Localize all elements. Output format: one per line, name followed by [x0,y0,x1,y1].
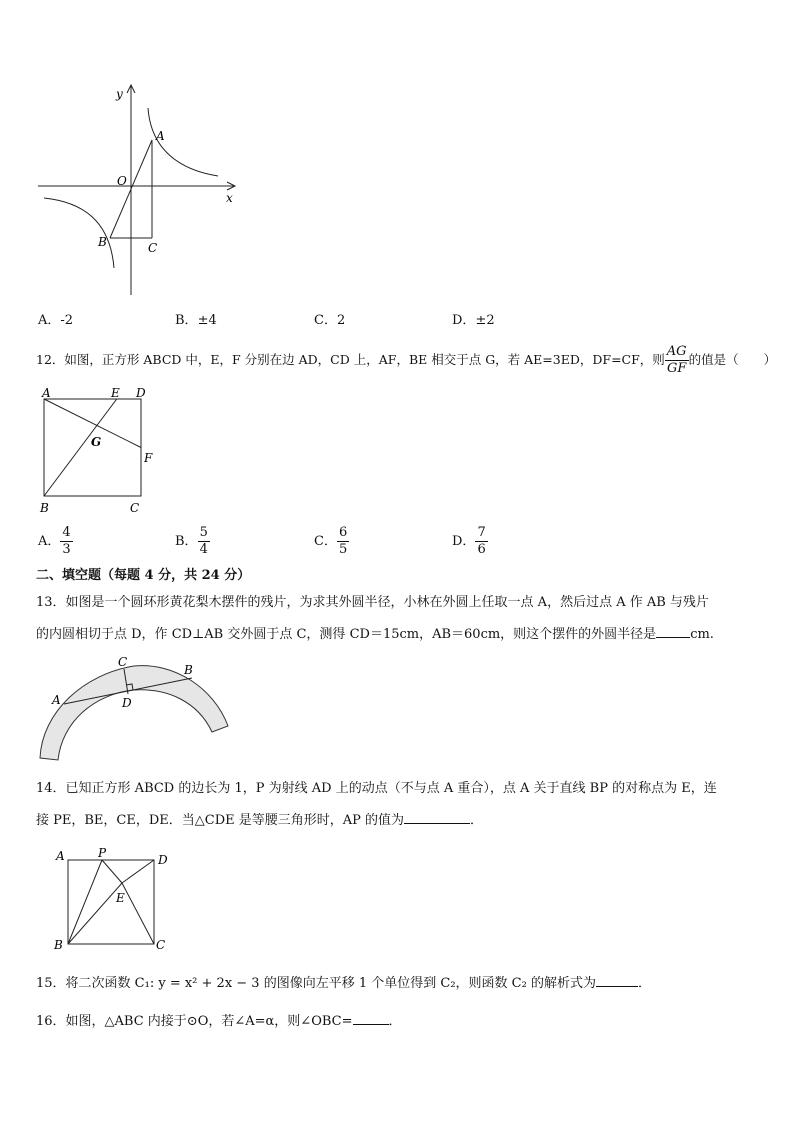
label-o: O [117,174,127,188]
q13-figure [34,652,234,764]
q16-line: 16．如图，△ABC 内接于⊙O，若∠A=α，则∠OBC= ． [36,1010,402,1032]
segment-pe [102,860,122,883]
q12-option-d: D． $\frac{7}{6}$ [452,525,486,557]
q14-line1: 14．已知正方形 ABCD 的边长为 1，P 为射线 AD 上的动点（不与点 A 重合），点 A 关于直线 BP 的对称点为 E，连 [36,781,717,796]
section-heading: 二、填空题（每题 4 分，共 24 分） [36,568,251,583]
q14-figure [50,846,176,952]
q11-option-b: B．±4 [175,313,217,328]
label-b: B [184,663,193,677]
q15-line: 15．将二次函数 C₁: y = x² + 2x − 3 的图像向左平移 1 个单位得到 C₂，则函数 C₂ 的解析式为 ． [36,972,651,994]
label-c: C [130,501,140,515]
label-b: B [54,938,63,952]
label-x: x [226,191,233,205]
label-e: E [116,891,125,905]
q12-option-c: C． $\frac{6}{5}$ [314,525,348,557]
segment-be [68,883,122,944]
q12-stem-before: 12．如图，正方形 ABCD 中，E，F 分别在边 AD，CD 上，AF，BE 相交于点 G，若 AE=3ED，DF=CF，则 [36,352,665,367]
label-b: B [98,235,107,249]
q11-option-c: C．2 [314,313,346,328]
q13-answer-blank[interactable] [656,623,690,638]
square-abcd [68,860,154,944]
label-a: A [156,129,165,143]
q13-line2: 的内圆相切于点 D，作 CD⊥AB 交外圆于点 C，测得 CD＝15cm，AB＝60cm，则这个摆件的外圆半径是 cm. [36,623,714,645]
label-d: D [122,696,132,710]
q12-stem-after: 的值是（ ） [688,352,777,367]
label-f: F [144,451,153,465]
label-d: D [158,853,168,867]
q11-figure [30,80,250,300]
q16-answer-blank[interactable] [353,1010,389,1025]
label-b: B [40,501,49,515]
q12-figure [34,384,164,518]
q12-option-b: B． $\frac{5}{4}$ [175,525,208,557]
ring-fragment [40,666,228,760]
q12-fraction: $\frac{AG}{GF}$ [666,344,687,376]
q14-line2: 接 PE，BE，CE，DE．当△CDE 是等腰三角形时，AP 的值为 ． [36,809,483,831]
label-p: P [98,846,107,860]
q12-stem [36,344,776,377]
label-a: A [56,849,65,863]
q11-option-a: A．-2 [38,313,74,328]
q11-option-d: D．±2 [452,313,495,328]
label-a: A [42,386,51,400]
label-c: C [148,241,158,255]
label-c: C [118,655,128,669]
label-g: G [91,435,102,449]
segment-de [122,860,154,883]
segment-ce [122,883,154,944]
segment-be [44,399,117,496]
label-e: E [111,386,120,400]
segment-bp [68,860,102,944]
q15-answer-blank[interactable] [596,972,638,987]
hyperbola-branch-3 [44,198,114,268]
label-c: C [156,938,166,952]
q12-option-a: A． $\frac{4}{3}$ [38,525,71,557]
q14-answer-blank[interactable] [404,809,470,824]
label-y: y [116,87,123,101]
label-a: A [52,693,61,707]
label-d: D [136,386,146,400]
q13-line1: 13．如图是一个圆环形黄花梨木摆件的残片，为求其外圆半径，小林在外圆上任取一点 A，然后过点 A 作 AB 与残片 [36,595,709,610]
